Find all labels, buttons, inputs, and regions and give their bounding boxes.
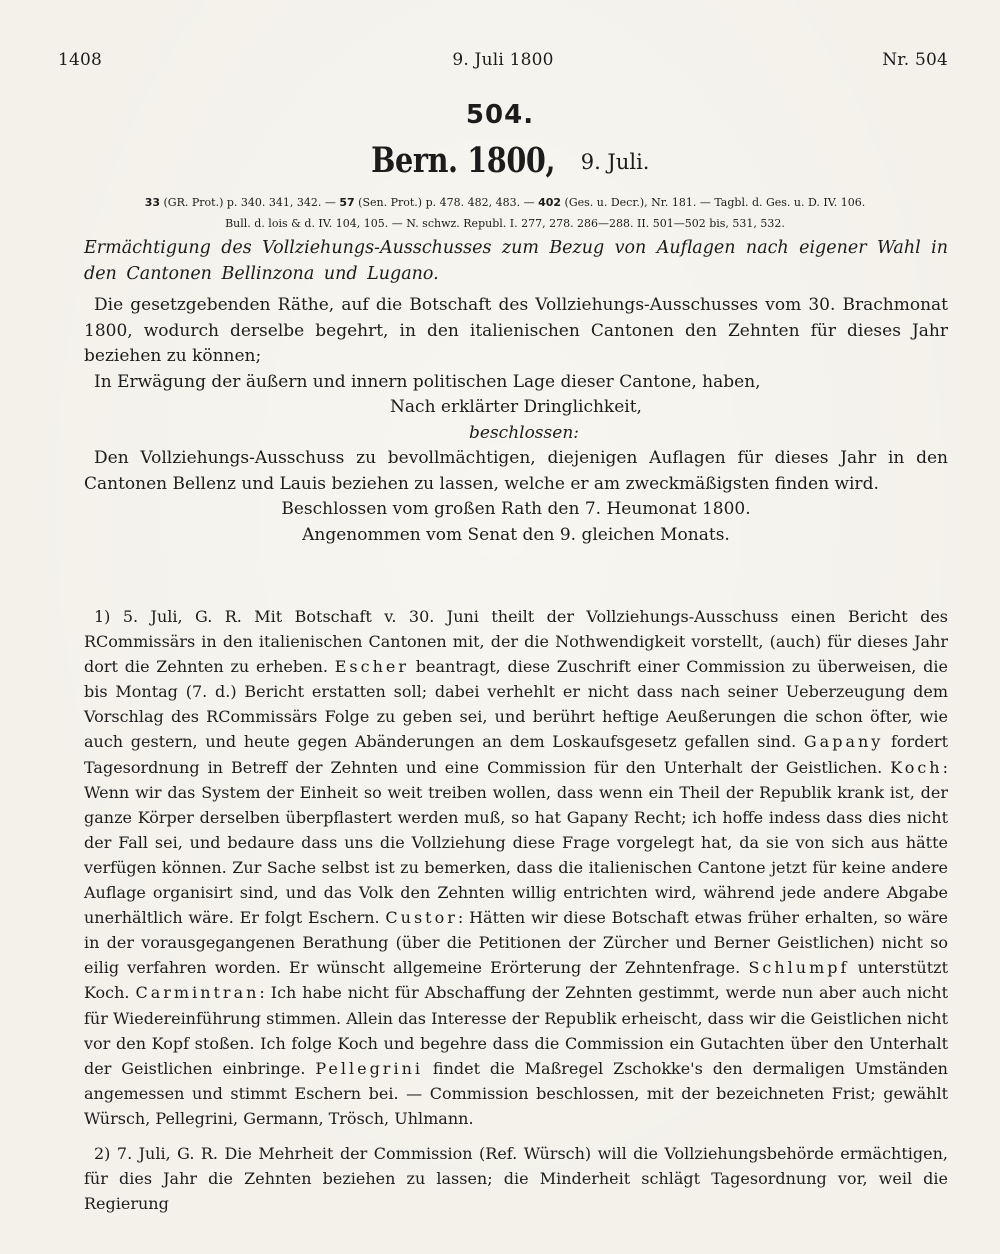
sources-line-1 [70, 192, 940, 213]
source-num: 33 [144, 196, 161, 209]
footnote-text: : Wenn wir das System der Einheit so weit treiben wollen, dass wenn ein Theil der Republik krank ist, der ganze Körper derselben überpflastert werden muß, so hat Gapany Recht; ich hoffe indess dass dies nicht der Fall sei, und bedaure dass uns die Vollziehung diese Frage vorgelegt hat, da sie von sich aus hätte verfügen können. Zur Sache selbst ist zu bemerken, dass die italienischen Cantone jetzt für keine andere Auflage organisirt sind, und das Volk den Zehnten willig entrichten wird, während jede andere Abgabe unerhältlich wäre. Er folgt Eschern. [84, 757, 948, 928]
decree-preamble: Die gesetzgebenden Räthe, auf die Botschaft des Vollziehungs-Ausschusses vom 30. Brachmonat 1800, wodurch derselbe begehrt, in den italienischen Cantonen den Zehnten für dieses Jahr beziehen zu können; [84, 295, 948, 366]
source-text: (Sen. Prot.) p. 478. 482, 483. — [354, 196, 539, 209]
decree-resolved: beschlossen: [469, 422, 579, 443]
footnote-text: unterstützt Koch. [84, 958, 949, 1003]
footnote-1 [84, 604, 948, 1131]
decree-passed-council: Beschlossen vom großen Rath den 7. Heumonat 1800. [281, 499, 751, 519]
footnote-text: : Ich habe nicht für Abschaffung der Zehnten gestimmt, werde nun aber auch nicht für Wiedereinführung stimmen. Allein das Interesse der Republik erheischt, dass wir die Geistlichen nicht vor den Kopf stoßen. Ich folge Koch und begehre dass die Commission ein Gutachten über den Unterhalt der Geistlichen einbringe. [84, 983, 949, 1078]
speaker-name: Pellegrini [315, 1058, 423, 1078]
place-year: Bern. 1800, [370, 140, 555, 181]
decree-subject: Ermächtigung des Vollziehungs-Ausschusses zum Bezug von Auflagen nach eigener Wahl in den Cantonen Bellinzona und Lugano. [84, 238, 948, 284]
decree-consideration: In Erwägung der äußern und innern politischen Lage dieser Cantone, haben, [94, 371, 761, 392]
source-num: 402 [538, 196, 562, 209]
place-date-heading [0, 140, 1000, 181]
footnote-text: findet die Maßregel Zschokke's den dermaligen Umständen angemessen und stimmt Eschern bei. — Commission beschlossen, mit der bezeichneten Frist; gewählt Würsch, Pellegrini, Germann, Trösch, Uhlmann. [84, 1058, 948, 1128]
decree-resolution: Den Vollziehungs-Ausschuss zu bevollmächtigen, diejenigen Auflagen für dieses Jahr in den Cantonen Bellenz und Lauis beziehen zu lassen, welche er am zweckmäßigsten finden wird. [84, 448, 948, 494]
footnote-text: fordert Tagesordnung in Betreff der Zehnten und eine Commission für den Unterhalt der Geistlichen. [84, 732, 948, 777]
source-num: 57 [339, 196, 355, 209]
footnote-text: 1) 5. Juli, G. R. Mit Botschaft v. 30. Juni theilt der Vollziehungs-Ausschuss einen Bericht des RCommissärs in den italienischen Cantonen mit, der die Nothwendigkeit vorstellt, (auch) für dieses Jahr dort die Zehnten zu erheben. [84, 607, 948, 677]
source-references [70, 192, 940, 234]
decree-urgency: Nach erklärter Dringlichkeit, [390, 397, 642, 417]
sources-line-2: Bull. d. lois & d. IV. 104, 105. — N. schwz. Republ. I. 277, 278. 286—288. II. 501—502 bis, 531, 532. [225, 217, 785, 230]
speaker-name: Escher [334, 657, 410, 677]
decree-body [84, 293, 948, 548]
document-reference: Nr. 504 [882, 50, 948, 70]
speaker-name: Gapany [803, 732, 884, 752]
document-number: 504. [465, 100, 535, 130]
footnote-text: : Hätten wir diese Botschaft etwas früher erhalten, so wäre in der vorausgegangenen Berathung (über die Petitionen der Zürcher und Berner Geistlichen) nicht so eilig verfahren worden. Er wünscht allgemeine Erörterung der Zehntenfrage. [84, 908, 948, 978]
speaker-name: Schlumpf [748, 958, 850, 978]
footnotes [84, 604, 948, 1216]
footnote-2: 2) 7. Juli, G. R. Die Mehrheit der Commission (Ref. Würsch) will die Vollziehungsbehörde ermächtigen, für dies Jahr die Zehnten beziehen zu lassen; die Minderheit schlägt Tagesordnung vor, weil die Regierung [84, 1143, 948, 1214]
header-date: 9. Juli 1800 [452, 50, 554, 70]
speaker-name: Carmintran [135, 983, 260, 1003]
source-text: (Ges. u. Decr.), Nr. 181. — Tagbl. d. Ges. u. D. IV. 106. [561, 196, 866, 209]
source-text: (GR. Prot.) p. 340. 341, 342. — [160, 196, 340, 209]
speaker-name: Custor [385, 908, 458, 928]
page-number: 1408 [58, 50, 103, 70]
footnote-text: beantragt, diese Zuschrift einer Commission zu überweisen, die bis Montag (7. d.) Bericht erstatten soll; dabei verhehlt er nicht dass nach seiner Ueberzeugung dem Vorschlag des RCommissärs Folge zu geben sei, und berührt heftige Aeußerungen die schon öfter, wie auch gestern, und heute gegen Abänderungen an dem Loskaufsgesetz gefallen sind. [84, 657, 948, 752]
running-header [58, 50, 948, 76]
decree-accepted-senate: Angenommen vom Senat den 9. gleichen Monats. [302, 524, 730, 545]
speaker-name: Koch [890, 757, 943, 777]
heading-day: 9. Juli. [580, 150, 650, 174]
